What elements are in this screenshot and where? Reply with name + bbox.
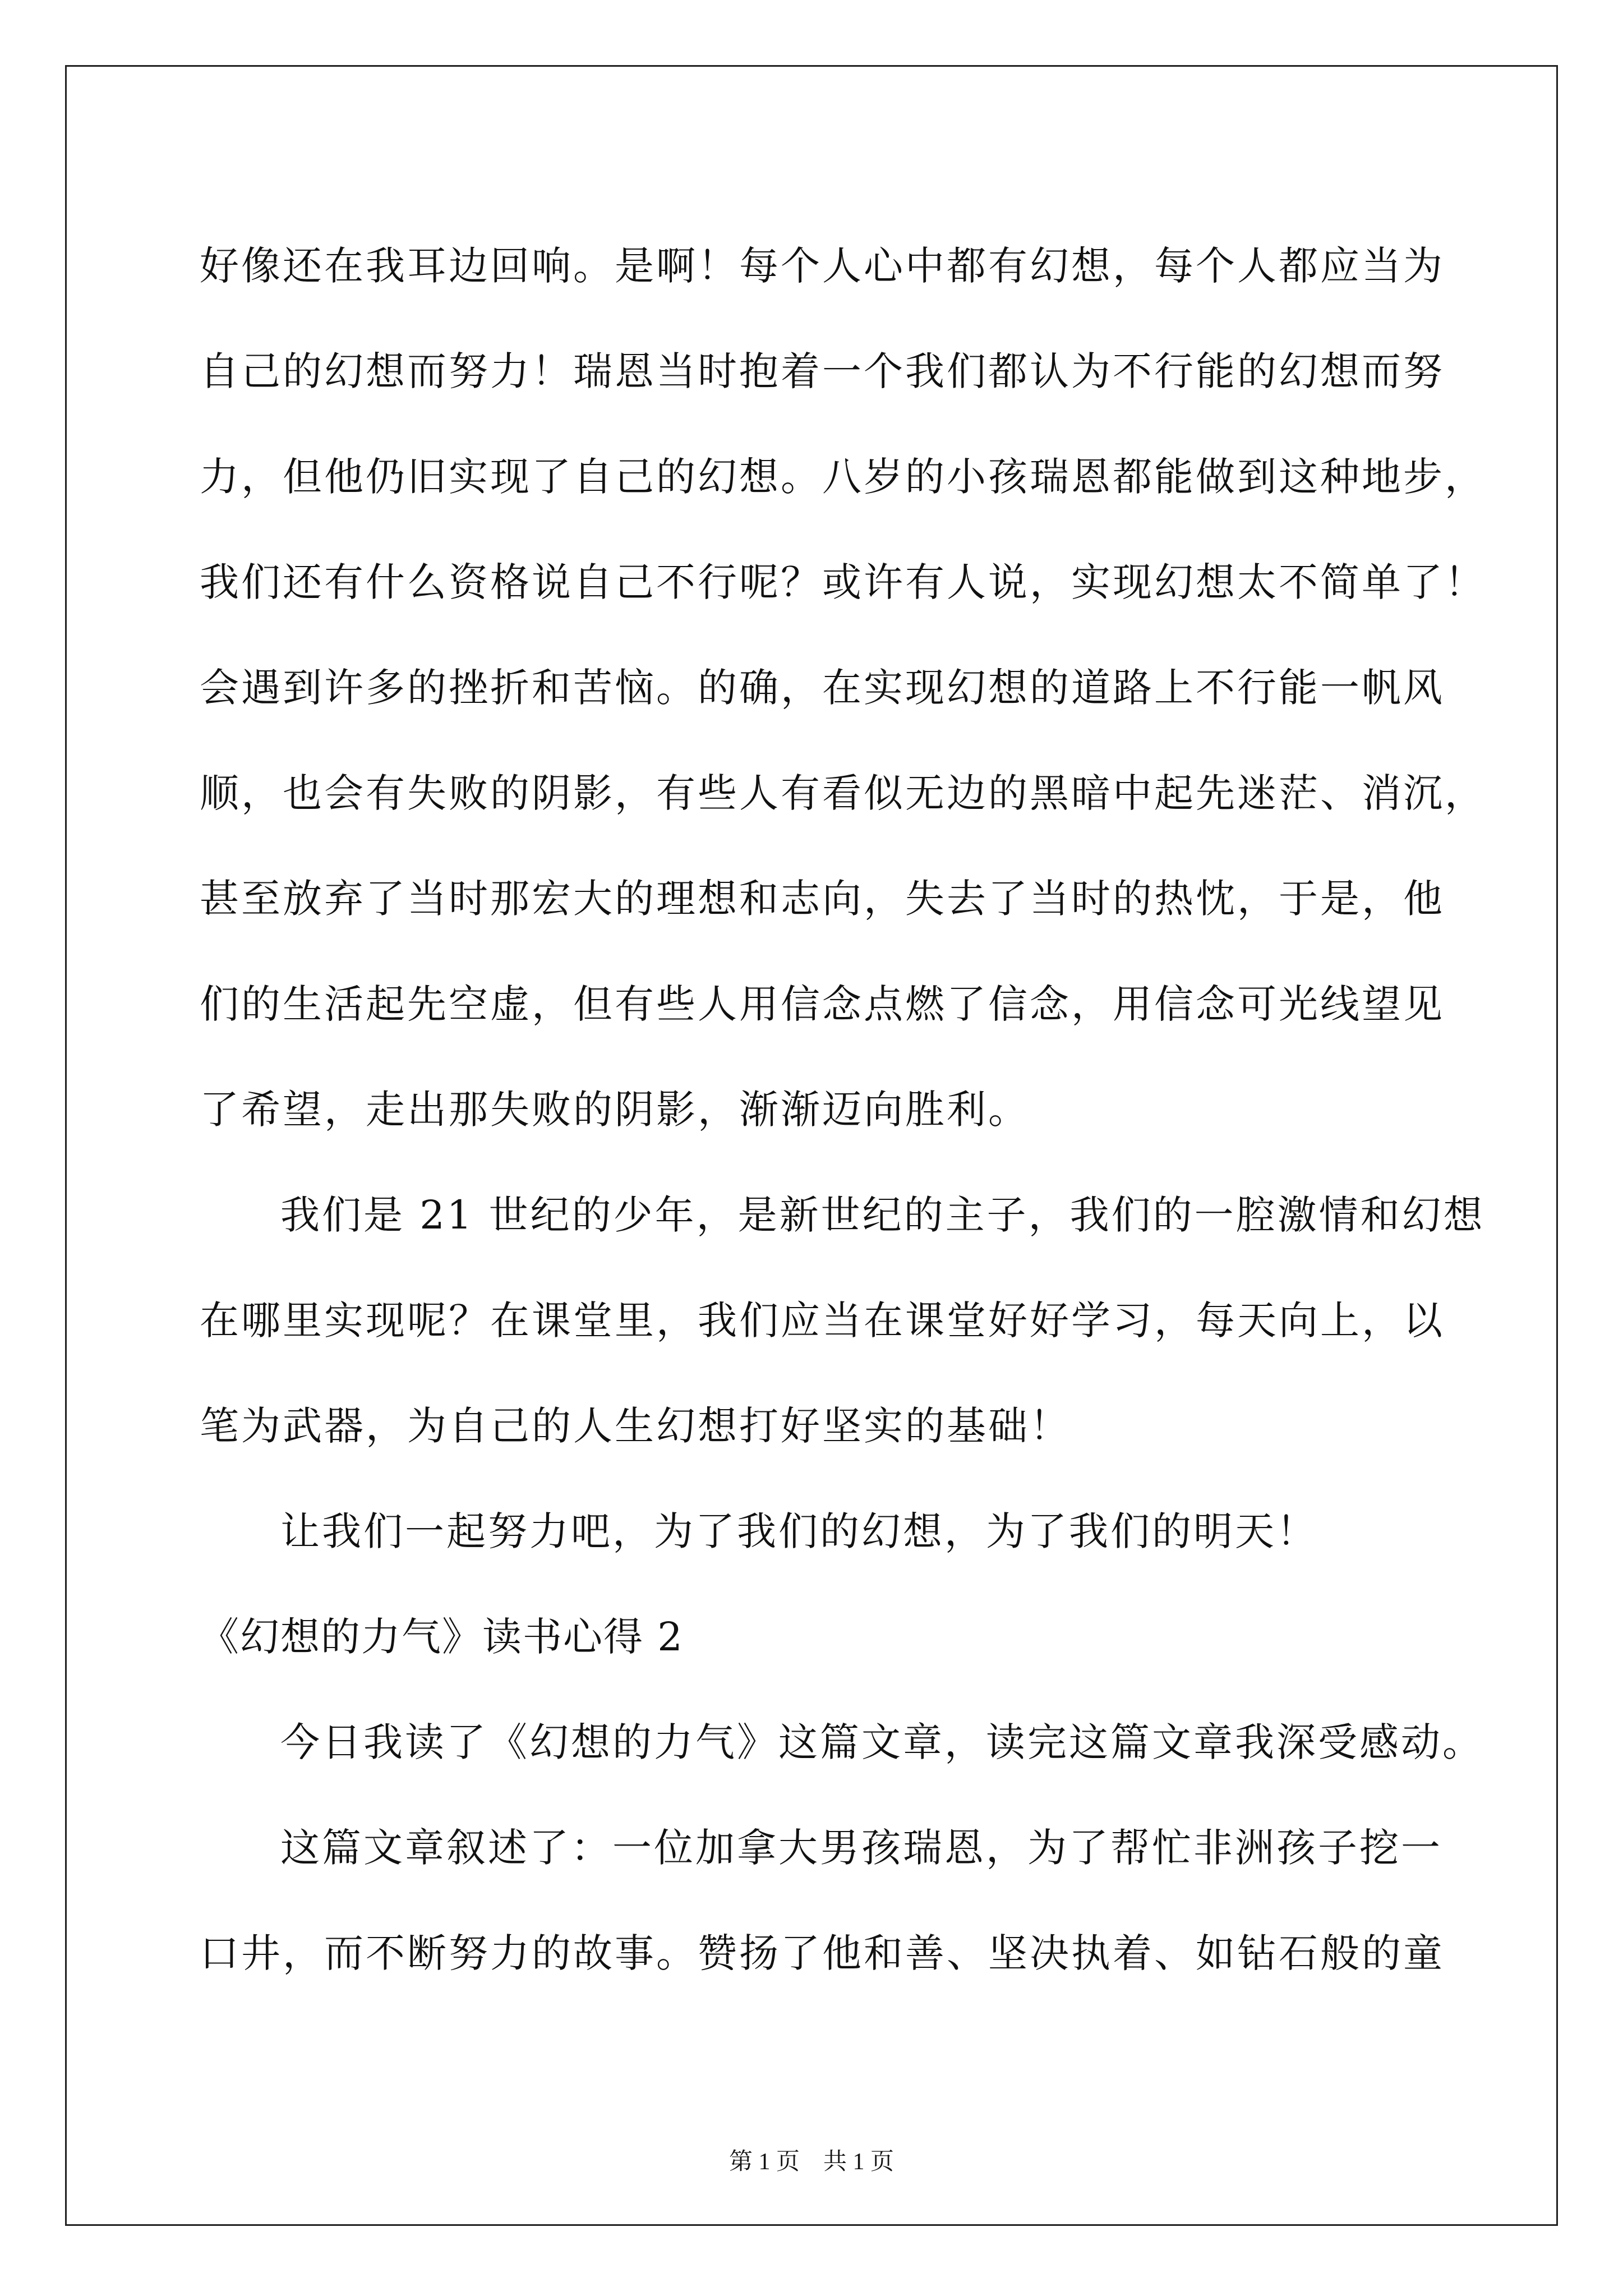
text-line-6: 顺，也会有失败的阴影，有些人有看似无边的黑暗中起先迷茫、消沉，: [200, 770, 1486, 816]
text-line-2: 自己的幻想而努力！瑞恩当时抱着一个我们都认为不行能的幻想而努: [200, 348, 1445, 394]
text-line-11: 在哪里实现呢？在课堂里，我们应当在课堂好好学习，每天向上，以: [200, 1297, 1445, 1343]
text-line-17: 口井，而不断努力的故事。赞扬了他和善、坚决执着、如钻石般的童: [200, 1930, 1445, 1976]
text-line-1: 好像还在我耳边回响。是啊！每个人心中都有幻想，每个人都应当为: [200, 243, 1445, 289]
text-line-7: 甚至放弃了当时那宏大的理想和志向，失去了当时的热忱，于是，他: [200, 876, 1445, 922]
document-body: [200, 213, 1486, 2006]
text-line-8: 们的生活起先空虚，但有些人用信念点燃了信念，用信念可光线望见: [200, 981, 1445, 1027]
text-line-9: 了希望，走出那失败的阴影，渐渐迈向胜利。: [200, 1087, 1030, 1133]
text-line-4: 我们还有什么资格说自己不行呢？或许有人说，实现幻想太不简单了！: [200, 559, 1486, 605]
section-heading: 《幻想的力气》读书心得 2: [200, 1614, 684, 1660]
paragraph-start-line: 让我们一起努力吧，为了我们的幻想，为了我们的明天！: [280, 1508, 1318, 1554]
text-line-12: 笔为武器，为自己的人生幻想打好坚实的基础！: [200, 1403, 1071, 1449]
page-footer: 第 1 页 共 1 页: [728, 2149, 894, 2175]
text-line-5: 会遇到许多的挫折和苦恼。的确，在实现幻想的道路上不行能一帆风: [200, 665, 1445, 711]
paragraph-start-line: 我们是 21 世纪的少年，是新世纪的主子，我们的一腔激情和幻想: [280, 1192, 1485, 1238]
paragraph-start-line: 今日我读了《幻想的力气》这篇文章，读完这篇文章我深受感动。: [280, 1719, 1484, 1765]
paragraph-start-line: 这篇文章叙述了：一位加拿大男孩瑞恩，为了帮忙非洲孩子挖一: [280, 1825, 1442, 1871]
text-line-3: 力，但他仍旧实现了自己的幻想。八岁的小孩瑞恩都能做到这种地步，: [200, 454, 1486, 500]
